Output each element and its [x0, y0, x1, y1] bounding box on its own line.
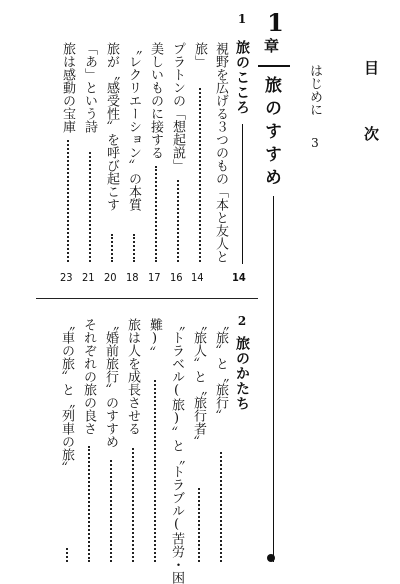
dot-leader — [155, 166, 157, 262]
entry-text: 〝車の旅〟と〝列車の旅〟 — [59, 318, 74, 474]
entry-text: 旅が〝感受性〟を呼び起こす — [104, 42, 119, 211]
dot-leader — [199, 88, 201, 262]
dot-leader — [110, 460, 112, 562]
entry-text: 美しいものに接する — [148, 42, 163, 159]
entry-text: プラトンの「想起説」 — [170, 42, 185, 172]
bullet-dot-icon — [267, 554, 275, 562]
entry-text: 〝婚前旅行〟のすすめ — [103, 318, 118, 448]
dot-leader — [88, 446, 90, 562]
entry-text: 〝トラベル(旅)〟と〝トラブル(苦労・困 — [169, 318, 184, 584]
entry-text-continued: 旅」 — [192, 42, 207, 68]
entry-page: 17 — [148, 271, 161, 284]
section1-number: 1 — [235, 12, 249, 26]
dot-leader — [89, 152, 91, 262]
dot-leader — [177, 180, 179, 262]
chapter-line — [273, 196, 274, 562]
entry-page: 20 — [104, 271, 117, 284]
entry-page: 21 — [82, 271, 95, 284]
entry-text: 旅は感動の宝庫 — [60, 42, 75, 133]
dot-leader — [154, 380, 156, 562]
entry-text: 視野を広げる３つのもの「本と友人と — [213, 42, 228, 263]
entry-text-continued: 難)〟 — [147, 318, 162, 359]
section1-title: 旅のこころ — [234, 40, 250, 115]
entry-text: それぞれの旅の良さ — [81, 318, 96, 435]
entry-text: 〝レクリエーション〟の本質 — [126, 42, 141, 211]
dot-leader — [133, 234, 135, 262]
chapter-title: 旅のすすめ — [261, 76, 281, 191]
dot-leader — [66, 548, 68, 562]
entry-text: 「あ」という詩 — [82, 42, 97, 133]
entry-text: 〝旅〟と〝旅行〟 — [213, 318, 228, 422]
chapter-number: 1 — [261, 8, 290, 37]
chapter-label: 章 — [262, 38, 280, 53]
toc-title: 目 次 — [362, 60, 380, 159]
intro-label: はじめに — [307, 64, 322, 116]
dot-leader — [220, 452, 222, 562]
dot-leader — [132, 448, 134, 562]
chapter-rule — [258, 65, 290, 67]
section2-title: 旅のかたち — [234, 336, 250, 411]
section1-line — [242, 124, 243, 264]
entry-text: 〝旅人〟と〝旅行者〟 — [191, 318, 206, 448]
dot-leader — [111, 234, 113, 262]
intro-page: 3 — [308, 136, 322, 150]
entry-page: 16 — [170, 271, 183, 284]
entry-page: 18 — [126, 271, 139, 284]
dot-leader — [198, 488, 200, 562]
entry-text: 旅は人を成長させる — [125, 318, 140, 435]
entry-page: 23 — [60, 271, 73, 284]
section-divider — [36, 298, 258, 299]
entry-page: 14 — [191, 271, 204, 284]
section2-number: 2 — [235, 314, 249, 328]
dot-leader — [67, 140, 69, 262]
chapter-page: 14 — [232, 271, 246, 284]
